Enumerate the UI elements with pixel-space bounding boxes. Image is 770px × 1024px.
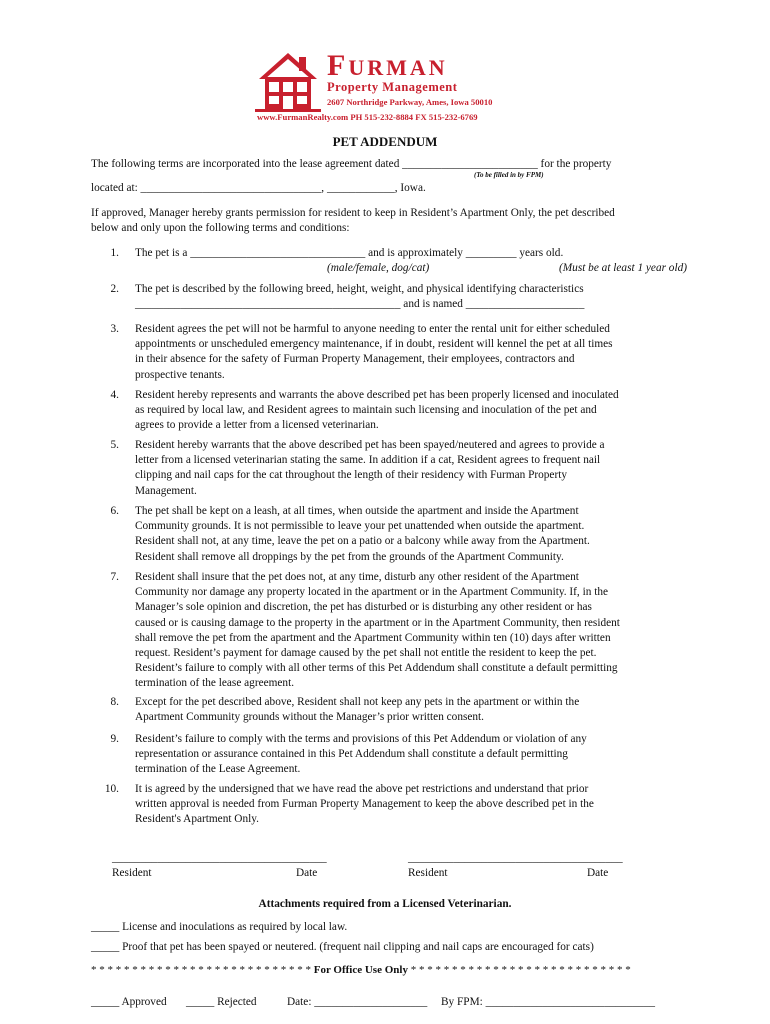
company-logo	[255, 47, 515, 125]
date-label-1: Date	[296, 867, 318, 879]
pet-age-hint: (Must be at least 1 year old)	[559, 262, 688, 274]
attachment-license: _____ License and inoculations as required by local law.	[91, 921, 348, 933]
stars-right: * * * * * * * * * * * * * * * * * * * * * * * * * * *	[410, 964, 631, 976]
logo-contact: www.FurmanRealty.com PH 515-232-8884 FX 515-232-6769	[257, 112, 478, 122]
attachments-heading: Attachments required from a Licensed Veterinarian.	[258, 898, 512, 910]
stars-left: * * * * * * * * * * * * * * * * * * * * * * * * * * *	[91, 964, 311, 976]
pet-type-hint: (male/female, dog/cat)	[327, 262, 430, 274]
resident-label-1: Resident	[112, 867, 152, 879]
logo-company-name: FURMAN	[327, 49, 448, 82]
term-text: The pet is a _______________________________ and is approximately _________ years old.	[135, 247, 564, 259]
office-date-field[interactable]: Date: ____________________	[287, 996, 428, 1008]
by-fpm-field[interactable]: By FPM: ______________________________	[441, 996, 656, 1008]
document-title: PET ADDENDUM	[332, 134, 438, 149]
intro-line-2: located at: ________________________________, ____________, Iowa.	[91, 182, 426, 194]
office-use-label: For Office Use Only	[313, 964, 408, 976]
resident-label-2: Resident	[408, 867, 448, 879]
approval-line-1: If approved, Manager hereby grants permission for resident to keep in Resident’s Apartment Only, the pet described	[91, 207, 615, 219]
term-number: 1.	[110, 247, 119, 259]
approved-field[interactable]: _____ Approved	[91, 996, 167, 1008]
intro-line-1: The following terms are incorporated into the lease agreement dated ________________________ for the property	[91, 158, 612, 170]
office-use-banner	[91, 964, 631, 976]
resident-signature-line-1[interactable]: ______________________________________	[112, 852, 327, 864]
date-label-2: Date	[587, 867, 609, 879]
rejected-field[interactable]: _____ Rejected	[186, 996, 257, 1008]
house-logo-icon	[255, 49, 321, 113]
logo-subtitle: Property Management	[327, 80, 458, 94]
resident-signature-line-2[interactable]: ______________________________________	[408, 852, 623, 864]
logo-address: 2607 Northridge Parkway, Ames, Iowa 50010	[327, 97, 493, 107]
attachment-spay-proof: _____ Proof that pet has been spayed or neutered. (frequent nail clipping and nail caps are encouraged for cats)	[91, 941, 594, 953]
intro-note: (To be filled in by FPM)	[474, 171, 544, 179]
approval-line-2: below and only upon the following terms and conditions:	[91, 222, 350, 234]
